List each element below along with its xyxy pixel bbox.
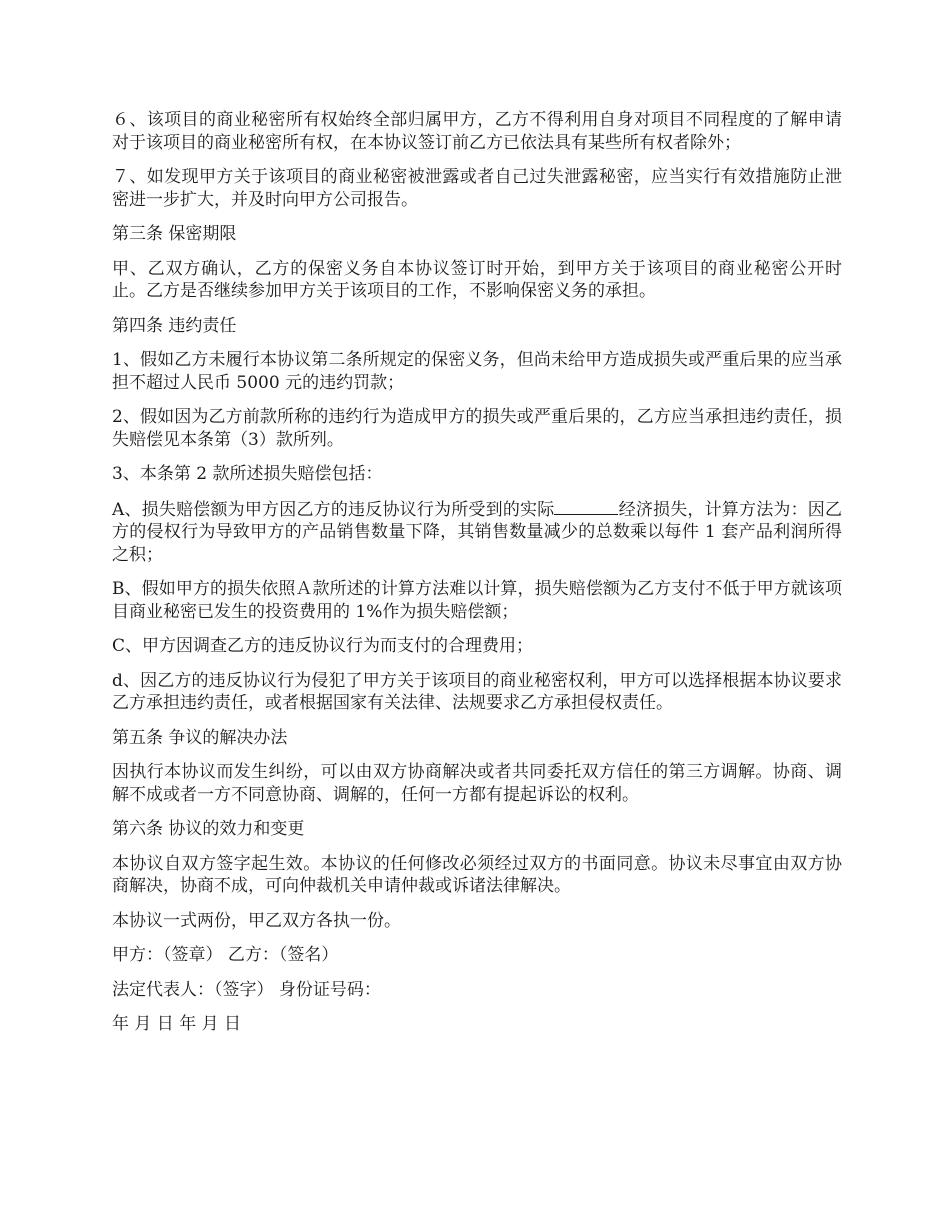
article-4-item-3: 3、本条第 2 款所述损失赔偿包括：: [112, 464, 383, 484]
article-3-body: 甲、乙双方确认，乙方的保密义务自本协议签订时开始，到甲方关于该项目的商业秘密公开时止。乙方是否继续参加甲方关于该项目的工作，不影响保密义务的承担。: [112, 258, 842, 301]
representative-line: 法定代表人：（签字） 身份证号码：: [112, 979, 381, 1000]
date-line: 年 月 日 年 月 日: [112, 1014, 242, 1034]
clause-item-6: ６、该项目的商业秘密所有权始终全部归属甲方，乙方不得利用自身对项目不同程度的了解申请对于该项目的商业秘密所有权，在本协议签订前乙方已依法具有某些所有权者除外；: [112, 110, 842, 153]
article-4-item-1: 1、假如乙方未履行本协议第二条所规定的保密义务，但尚未给甲方造成损失或严重后果的应当承担不超过人民币 5000 元的违约罚款；: [112, 350, 842, 393]
document-page: [112, 109, 842, 1048]
article-4-item-b: B、假如甲方的损失依照Ａ款所述的计算方法难以计算，损失赔偿额为乙方支付不低于甲方就该项目商业秘密已发生的投资费用的 1%作为损失赔偿额；: [112, 579, 842, 622]
article-4-item-2: 2、假如因为乙方前款所称的违约行为造成甲方的损失或严重后果的，乙方应当承担违约责任，损失赔偿见本条第（3）款所列。: [112, 407, 842, 450]
article-4-heading: 第四条 违约责任: [112, 315, 237, 336]
item-a-text-after: 经济损失，计算方法为：因乙方的侵权行为导致甲方的产品销售数量下降，其销售数量减少的总数乘以每件 1 套产品利润所得之积；: [112, 499, 842, 565]
article-6-heading: 第六条 协议的效力和变更: [112, 819, 305, 839]
article-4-item-a: [112, 498, 842, 567]
article-5-heading: 第五条 争议的解决办法: [112, 727, 288, 748]
item-a-text-before: A、损失赔偿额为甲方因乙方的违反协议行为所受到的实际: [112, 499, 555, 520]
article-6-body: 本协议自双方签字起生效。本协议的任何修改必须经过双方的书面同意。协议未尽事宜由双方协商解决，协商不成，可向仲裁机关申请仲裁或诉诸法律解决。: [112, 853, 842, 896]
article-4-item-d: d、因乙方的违反协议行为侵犯了甲方关于该项目的商业秘密权利，甲方可以选择根据本协议要求乙方承担违约责任，或者根据国家有关法律、法规要求乙方承担侵权责任。: [112, 670, 842, 713]
clause-item-7: ７、如发现甲方关于该项目的商业秘密被泄露或者自己过失泄露秘密，应当实行有效措施防止泄密进一步扩大，并及时向甲方公司报告。: [112, 167, 842, 210]
article-4-item-c: C、甲方因调查乙方的违反协议行为而支付的合理费用；: [112, 636, 534, 656]
signature-line: 甲方：（签章） 乙方：（签名）: [112, 945, 339, 965]
article-3-heading: 第三条 保密期限: [112, 224, 237, 244]
fill-in-blank: [554, 498, 618, 515]
copies-statement: 本协议一式两份，甲乙双方各执一份。: [112, 910, 401, 931]
article-5-body: 因执行本协议而发生纠纷，可以由双方协商解决或者共同委托双方信任的第三方调解。协商、调解不成或者一方不同意协商、调解的，任何一方都有提起诉讼的权利。: [112, 762, 842, 805]
